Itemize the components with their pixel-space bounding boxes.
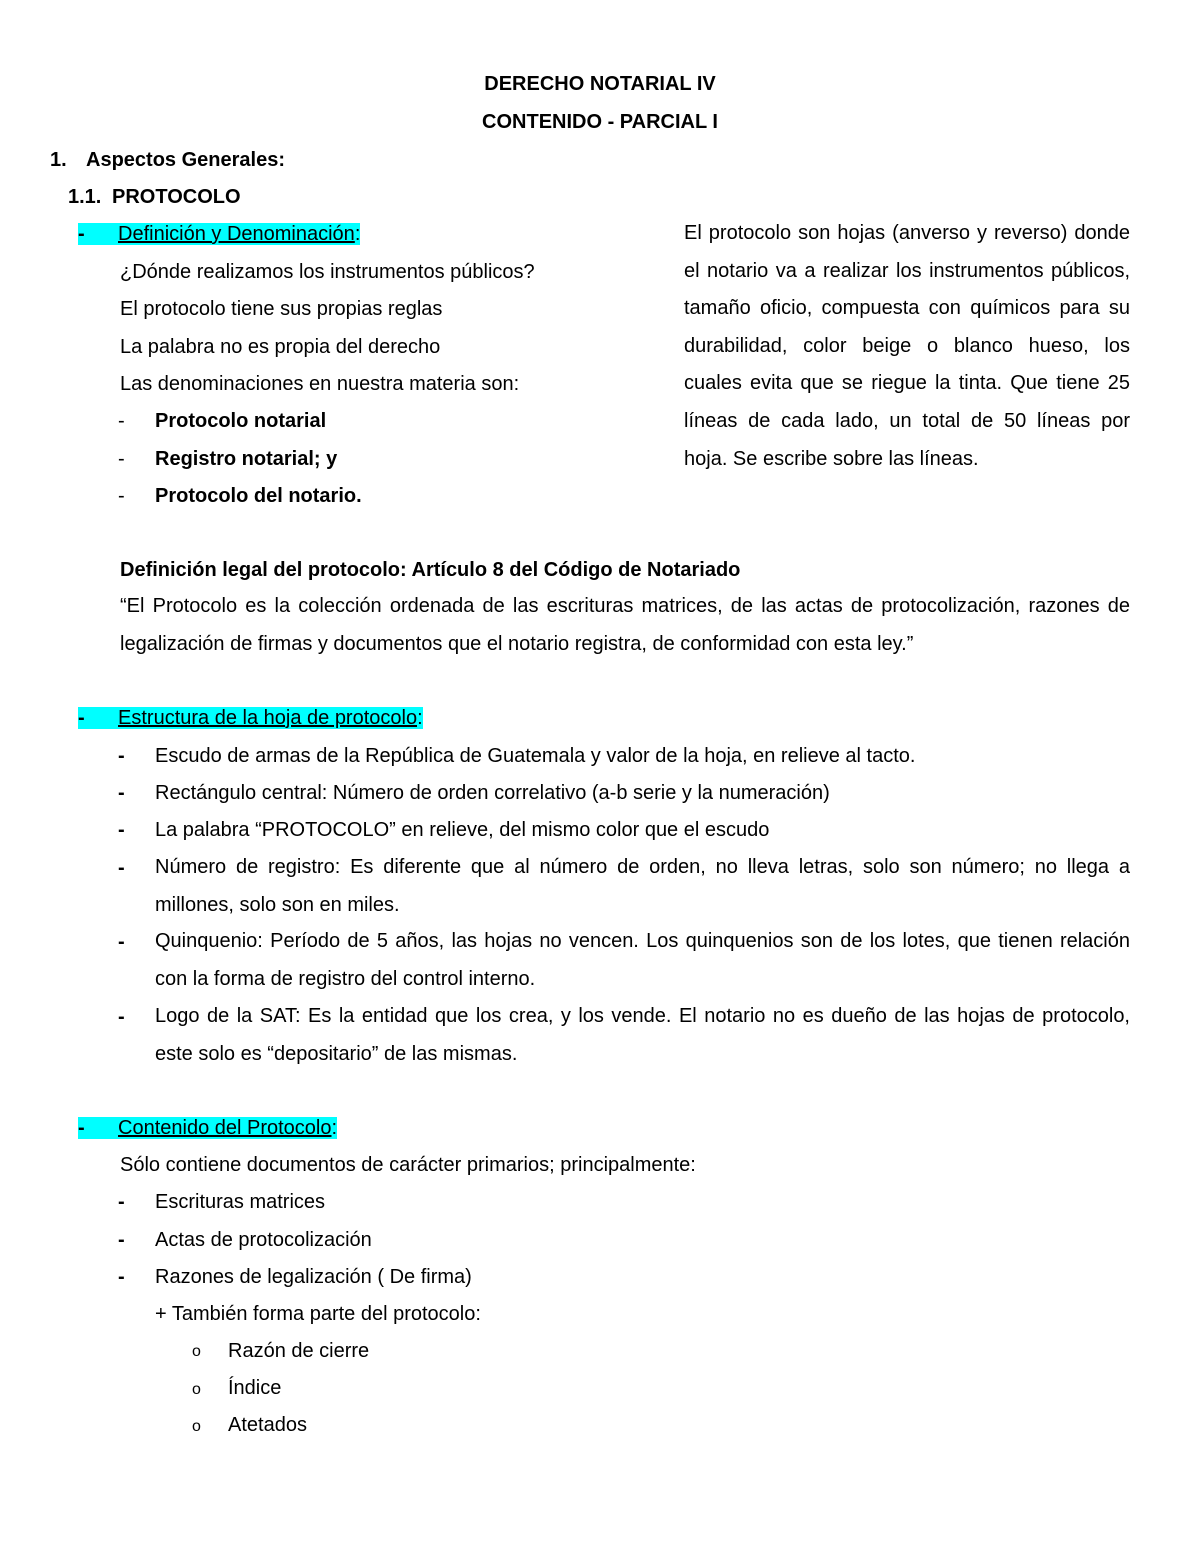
estructura-dash: - (118, 857, 125, 879)
contenido-item: Escrituras matrices (155, 1191, 326, 1213)
denominacion-dash: - (118, 410, 125, 432)
estructura-colon: : (417, 707, 423, 729)
definicion-line: El protocolo tiene sus propias reglas (120, 298, 443, 320)
estructura-item: Número de registro: Es diferente que al número de orden, no lleva letras, solo son número; no llega a millones, solo son en miles. (155, 856, 1130, 916)
denominacion-item: Registro notarial; y (155, 448, 338, 470)
definicion-right-text: El protocolo son hojas (anverso y reverso) donde el notario va a realizar los instrumentos públicos, tamaño oficio, compuesta con químicos para su durabilidad, color beige o blanco hueso, los cuales evita que se riegue la tinta. Que tiene 25 líneas de cada lado, un total de 50 líneas por hoja. Se escribe sobre las líneas. (684, 222, 1130, 470)
section-1-number: 1. (50, 149, 67, 171)
estructura-item: Rectángulo central: Número de orden correlativo (a-b serie y la numeración) (155, 782, 830, 804)
estructura-item: La palabra “PROTOCOLO” en relieve, del mismo color que el escudo (155, 819, 770, 841)
estructura-item: Logo de la SAT: Es la entidad que los crea, y los vende. El notario no es dueño de las hojas de protocolo, este solo es “depositario” de las mismas. (155, 1005, 1130, 1065)
legal-quote: “El Protocolo es la colección ordenada de las escrituras matrices, de las actas de protocolización, razones de legalización de firmas y documentos que el notario registra, de conformidad con esta ley.” (120, 595, 1130, 655)
estructura-heading-text: Estructura de la hoja de protocolo (118, 707, 418, 729)
estructura-dash: - (118, 819, 125, 841)
contenido-sub-item: Razón de cierre (228, 1340, 370, 1362)
contenido-item: Razones de legalización ( De firma) (155, 1266, 472, 1288)
contenido-dash: - (118, 1266, 125, 1288)
denominacion-item: Protocolo del notario. (155, 485, 362, 507)
definicion-colon: : (354, 223, 361, 245)
contenido-heading (78, 1116, 337, 1140)
contenido-colon: : (331, 1117, 338, 1139)
contenido-dash: - (118, 1229, 125, 1251)
contenido-sub-item: Índice (228, 1377, 282, 1399)
contenido-sub-item: Atetados (228, 1414, 307, 1436)
definicion-heading (78, 222, 360, 246)
document-subtitle: CONTENIDO - PARCIAL I (482, 111, 718, 133)
dash-marker: - (78, 223, 85, 245)
contenido-item: Actas de protocolización (155, 1229, 372, 1251)
legal-heading: Definición legal del protocolo: Artículo 8 del Código de Notariado (120, 559, 741, 581)
definicion-heading-text: Definición y Denominación (118, 223, 355, 245)
denominacion-item: Protocolo notarial (155, 410, 327, 432)
definicion-line: La palabra no es propia del derecho (120, 336, 441, 358)
contenido-extra-label: + También forma parte del protocolo: (155, 1303, 481, 1325)
estructura-dash: - (118, 931, 125, 953)
contenido-intro: Sólo contiene documentos de carácter primarios; principalmente: (120, 1154, 696, 1176)
dash-marker: - (78, 1117, 85, 1139)
sub-bullet: o (192, 1381, 201, 1398)
estructura-dash: - (118, 782, 125, 804)
denominacion-dash: - (118, 485, 125, 507)
section-1-1-number: 1.1. (68, 186, 102, 208)
dash-marker: - (78, 707, 85, 729)
estructura-item: Escudo de armas de la República de Guatemala y valor de la hoja, en relieve al tacto. (155, 745, 916, 767)
contenido-dash: - (118, 1191, 125, 1213)
definicion-line: Las denominaciones en nuestra materia son: (120, 373, 520, 395)
definicion-line: ¿Dónde realizamos los instrumentos públicos? (120, 261, 535, 283)
section-1-heading: Aspectos Generales: (86, 149, 285, 171)
sub-bullet: o (192, 1343, 201, 1360)
estructura-heading (78, 706, 423, 730)
estructura-dash: - (118, 745, 125, 767)
document-title: DERECHO NOTARIAL IV (484, 73, 716, 95)
sub-bullet: o (192, 1418, 201, 1435)
estructura-dash: - (118, 1006, 125, 1028)
estructura-item: Quinquenio: Período de 5 años, las hojas no vencen. Los quinquenios son de los lotes, que tienen relación con la forma de registro del control interno. (155, 930, 1130, 990)
contenido-heading-text: Contenido del Protocolo (118, 1117, 332, 1139)
section-1-1-heading: PROTOCOLO (112, 186, 241, 208)
denominacion-dash: - (118, 448, 125, 470)
